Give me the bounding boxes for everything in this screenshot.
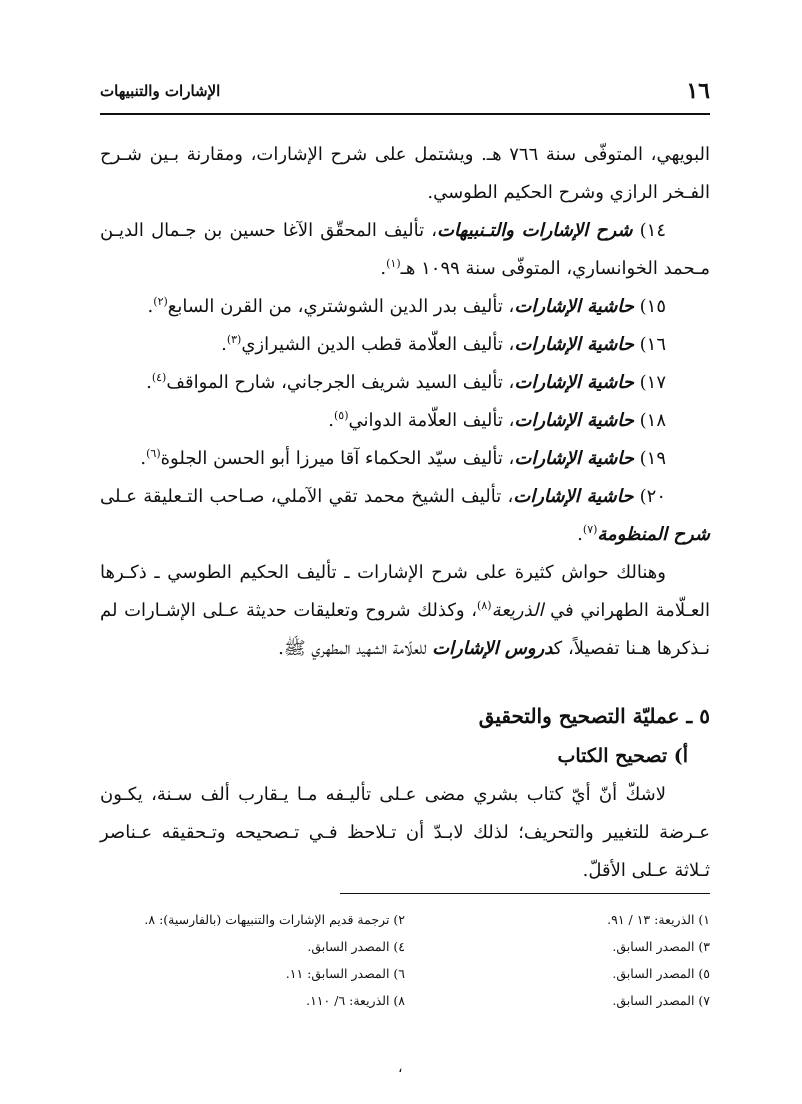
footnote-2: ٢) ترجمة قديم الإشارات والتنبيهات (بالفارسية): ٨.: [144, 912, 405, 927]
list-item-17: [100, 364, 710, 402]
item-end: .: [146, 372, 152, 393]
footnote-ref: (٧): [582, 523, 598, 536]
book-title: حاشية الإشارات: [514, 296, 634, 317]
item-number: ١٧): [639, 372, 666, 393]
book-title: حاشية الإشارات: [514, 448, 634, 469]
item-end: .: [328, 410, 334, 431]
book-title-secondary: شرح المنظومة: [597, 524, 710, 545]
book-title: دروس الإشارات: [432, 638, 554, 659]
footnote-7: ٧) المصدر السابق.: [612, 993, 710, 1008]
paragraph-text: وهنالك حواش كثيرة على شرح الإشارات ـ تأليف الحكيم الطوسي ـ ذكـرها العـلّامة الطهراني في: [100, 562, 710, 621]
list-item-15: [100, 288, 710, 326]
header-rule: [100, 113, 710, 115]
list-item-16: [100, 326, 710, 364]
item-text: ، تأليف السيد شريف الجرجاني، شارح المواقف: [166, 372, 515, 393]
item-text: ، تأليف العلّامة الدواني: [348, 410, 515, 431]
paragraph-correction: لاشكّ أنّ أيّ كتاب بشري مضى عـلى تأليـفه مـا يـقارب ألف سـنة، يكـون عـرضة للتغيير والتحريف؛ لذلك لابـدّ أن تـلاحظ فـي تـصحيحه وتـحقيقه عـناصر ثـلاثة عـلى الأقلّ.: [100, 784, 710, 881]
book-title: شرح الإشارات والتـنبيهات: [437, 220, 633, 241]
footnote-ref: (٤): [151, 371, 167, 384]
footnote-ref: (٨): [477, 599, 492, 612]
footnotes: [120, 906, 710, 1014]
running-title: الإشارات والتنبيهات: [100, 82, 221, 100]
item-text: ، تأليف المحقّق الآغا حسين بن جـمال الديـن مـحمد الخوانساري، المتوفّى سنة ١٠٩٩ هـ: [100, 220, 710, 279]
item-number: ٢٠): [639, 486, 666, 507]
footnote-ref: (١): [386, 257, 401, 270]
book-title: حاشية الإشارات: [513, 486, 634, 507]
footnote-3: ٣) المصدر السابق.: [612, 939, 710, 954]
section-heading: ٥ ـ عمليّة التصحيح والتحقيق: [478, 704, 710, 728]
footnote-ref: (٢): [153, 295, 168, 308]
footnote-1: ١) الذريعة: ١٣ / ٩١.: [607, 912, 710, 927]
page-header: [100, 76, 710, 110]
item-number: ١٥): [639, 296, 666, 317]
item-end: .: [221, 334, 227, 355]
list-item-18: [100, 402, 710, 440]
item-end: .: [577, 524, 583, 545]
footnote-ref: (٦): [146, 447, 161, 460]
footnote-6: ٦) المصدر السابق: ١١.: [285, 966, 405, 981]
page-number: ١٦: [686, 78, 710, 104]
item-text: ، تأليف بدر الدين الشوشتري، من القرن السابع: [167, 296, 515, 317]
item-number: ١٦): [639, 334, 666, 355]
item-end: .: [147, 296, 154, 317]
item-text: ، تأليف الشيخ محمد تقي الآملي، صـاحب التـعليقة عـلى: [100, 486, 514, 507]
footnote-5: ٥) المصدر السابق.: [612, 966, 710, 981]
footnote-rule: [340, 893, 710, 894]
body-text: [100, 136, 710, 890]
book-title: حاشية الإشارات: [514, 372, 634, 393]
bottom-mark: ،: [398, 1060, 403, 1076]
list-item-19: [100, 440, 710, 478]
book-title: الذريعة: [491, 600, 544, 621]
item-number: ١٤): [639, 220, 666, 241]
item-end: .: [140, 448, 147, 469]
paragraph-text: ، وكذلك شروح وتعليقات حديثة عـلى الإشـارات لم نـذكرها هـنا تفصيلاً، ك: [100, 600, 710, 659]
sub-heading: أ) تصحيح الكتاب: [557, 745, 688, 767]
book-title: حاشية الإشارات: [514, 334, 634, 355]
footnote-ref: (٣): [226, 333, 242, 346]
footnote-ref: (٥): [334, 409, 349, 422]
item-text: ، تأليف العلّامة قطب الدين الشيرازي: [241, 334, 515, 355]
footnote-8: ٨) الذريعة: ٦/ ١١٠.: [306, 993, 405, 1008]
list-item-20: [100, 478, 710, 554]
item-number: ١٨): [639, 410, 666, 431]
item-text: ، تأليف سيّد الحكماء آقا ميرزا أبو الحسن الجلوة: [160, 448, 515, 469]
list-item-14: [100, 212, 710, 288]
paragraph-other-glosses: [100, 554, 710, 668]
book-title: حاشية الإشارات: [514, 410, 634, 431]
item-end: .: [380, 258, 387, 279]
spacer: [100, 668, 710, 696]
footnote-4: ٤) المصدر السابق.: [307, 939, 405, 954]
paragraph-continuation: البويهي، المتوفّى سنة ٧٦٦ هـ. ويشتمل على شرح الإشارات، ومقارنة بـين شـرح الفـخر الرازي وشرح الحكيم الطوسي.: [100, 144, 710, 203]
item-number: ١٩): [639, 448, 666, 469]
paragraph-text: للعلّامة الشهيد المطهري ﷺ.: [278, 638, 433, 659]
